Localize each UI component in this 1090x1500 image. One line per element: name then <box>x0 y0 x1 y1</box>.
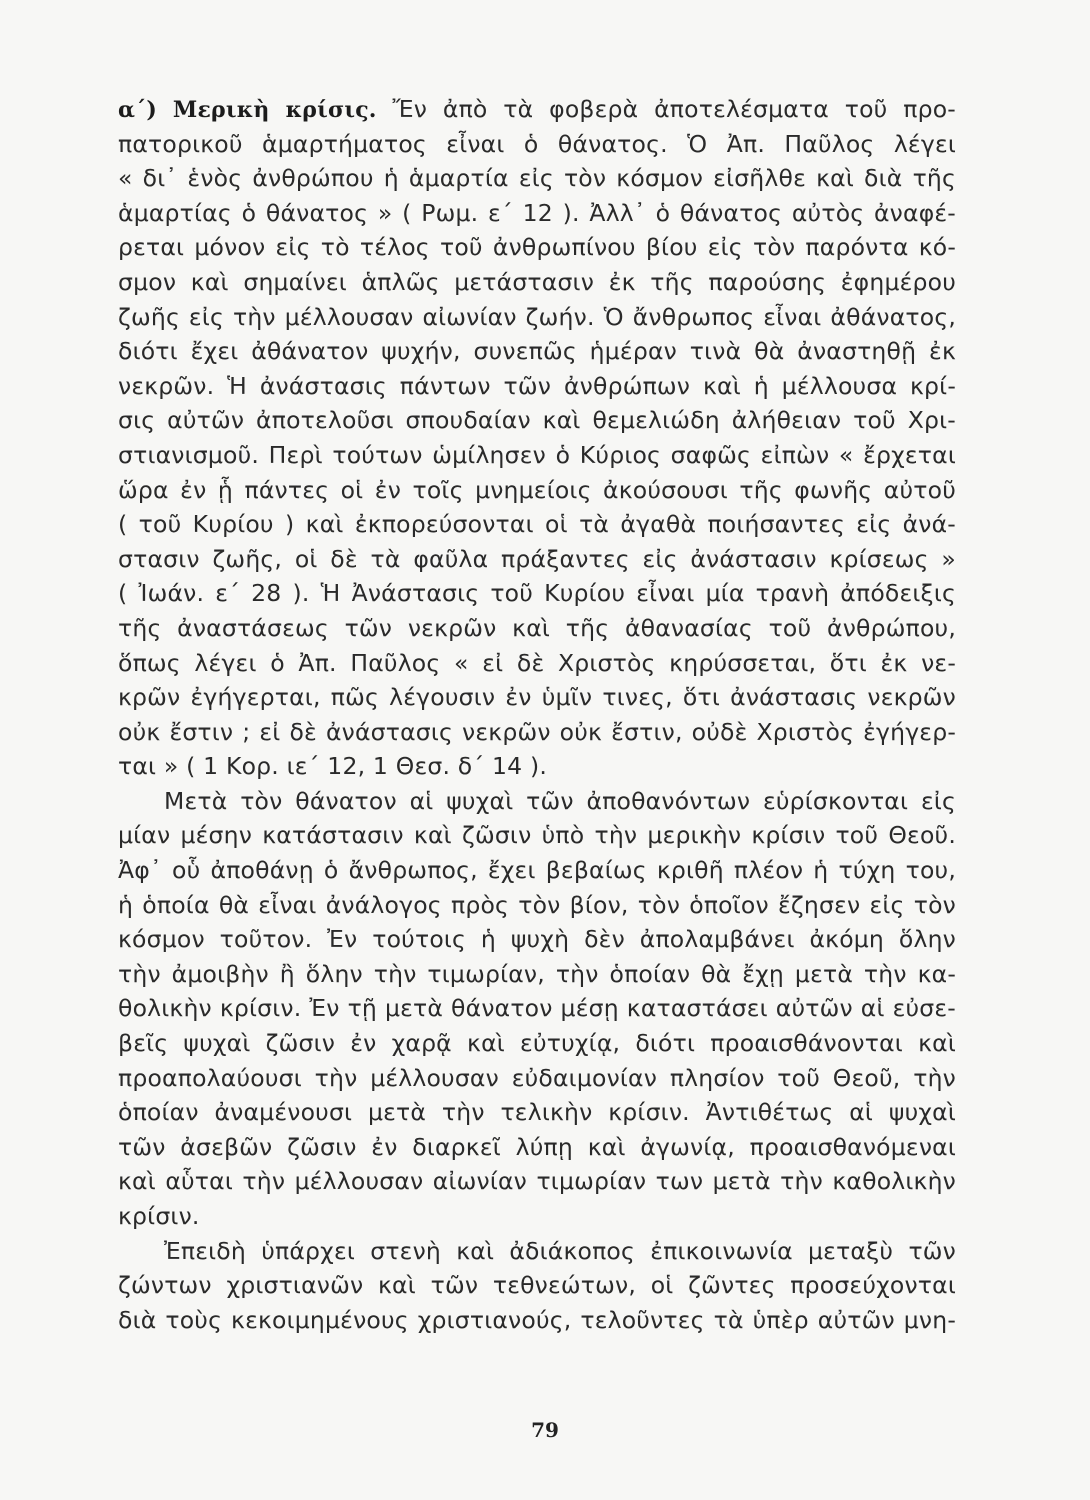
text-line: ( τοῦ Κυρίου ) καὶ ἐκπορεύσονται οἱ τὰ ἀγαθὰ ποιήσαντες εἰς ἀνά- <box>118 510 956 539</box>
page-number: 79 <box>531 1418 559 1442</box>
text-line: σμον καὶ σημαίνει ἁπλῶς μετάστασιν ἐκ τῆς παρούσης ἐφημέρου <box>118 267 956 296</box>
text-line: οὐκ ἔστιν ; εἰ δὲ ἀνάστασις νεκρῶν οὐκ ἔστιν, οὐδὲ Χριστὸς ἐγήγερ- <box>118 717 956 746</box>
text-line: τῶν ἀσεβῶν ζῶσιν ἐν διαρκεῖ λύπῃ καὶ ἀγωνίᾳ, προαισθανόμεναι <box>118 1132 956 1161</box>
text-line: βεῖς ψυχαὶ ζῶσιν ἐν χαρᾷ καὶ εὐτυχίᾳ, διότι προαισθάνονται καὶ <box>118 1029 956 1058</box>
text-line: ζωῆς εἰς τὴν μέλλουσαν αἰωνίαν ζωήν. Ὁ ἄνθρωπος εἶναι ἀθάνατος, <box>118 302 956 331</box>
text-line: Μετὰ τὸν θάνατον αἱ ψυχαὶ τῶν ἀποθανόντων εὑρίσκονται εἰς <box>164 786 956 815</box>
text-line: κόσμον τοῦτον. Ἐν τούτοις ἡ ψυχὴ δὲν ἀπολαμβάνει ἀκόμη ὅλην <box>118 925 956 954</box>
text-line: ζώντων χριστιανῶν καὶ τῶν τεθνεώτων, οἱ ζῶντες προσεύχονται <box>118 1271 956 1300</box>
text-line: τὴν ἀμοιβὴν ἢ ὅλην τὴν τιμωρίαν, τὴν ὁποίαν θὰ ἔχῃ μετὰ τὴν κα- <box>118 959 956 988</box>
text-line: « δι᾽ ἑνὸς ἀνθρώπου ἡ ἁμαρτία εἰς τὸν κόσμον εἰσῆλθε καὶ διὰ τῆς <box>118 164 956 193</box>
text-line: Ἐπειδὴ ὑπάρχει στενὴ καὶ ἀδιάκοπος ἐπικοινωνία μεταξὺ τῶν <box>164 1236 956 1265</box>
text-line: στιανισμοῦ. Περὶ τούτων ὡμίλησεν ὁ Κύριος σαφῶς εἰπὼν « ἔρχεται <box>118 440 956 469</box>
text-line: θολικὴν κρίσιν. Ἐν τῇ μετὰ θάνατον μέσῃ καταστάσει αὐτῶν αἱ εὐσε- <box>118 994 956 1023</box>
text-line: σις αὐτῶν ἀποτελοῦσι σπουδαίαν καὶ θεμελιώδη ἀλήθειαν τοῦ Χρι- <box>118 406 956 435</box>
text-line: ( Ἰωάν. ε΄ 28 ). Ἡ Ἀνάστασις τοῦ Κυρίου εἶναι μία τρανὴ ἀπόδειξις <box>118 579 956 608</box>
body-text <box>118 92 956 1337</box>
text-line: στασιν ζωῆς, οἱ δὲ τὰ φαῦλα πράξαντες εἰς ἀνάστασιν κρίσεως » <box>118 544 956 573</box>
text-line: πατορικοῦ ἁμαρτήματος εἶναι ὁ θάνατος. Ὁ Ἀπ. Παῦλος λέγει <box>118 129 956 158</box>
heading-line-text: Ἔν ἀπὸ τὰ φοβερὰ ἀποτελέσματα τοῦ προ- <box>376 95 956 123</box>
text-line: κρίσιν. <box>118 1202 200 1230</box>
text-line: τῆς ἀναστάσεως τῶν νεκρῶν καὶ τῆς ἀθανασίας τοῦ ἀνθρώπου, <box>118 613 956 642</box>
text-line: διὰ τοὺς κεκοιμημένους χριστιανούς, τελοῦντες τὰ ὑπὲρ αὐτῶν μνη- <box>118 1305 956 1334</box>
text-line: ἁμαρτίας ὁ θάνατος » ( Ρωμ. ε΄ 12 ). Ἀλλ᾽ ὁ θάνατος αὐτὸς ἀναφέ- <box>118 198 956 227</box>
section-heading: α΄) Μερικὴ κρίσις. <box>118 97 377 123</box>
text-line: Ἀφ᾽ οὗ ἀποθάνῃ ὁ ἄνθρωπος, ἔχει βεβαίως κριθῆ πλέον ἡ τύχη του, <box>118 856 956 885</box>
text-line: προαπολαύουσι τὴν μέλλουσαν εὐδαιμονίαν πλησίον τοῦ Θεοῦ, τὴν <box>118 1063 956 1092</box>
text-line: ὅπως λέγει ὁ Ἀπ. Παῦλος « εἰ δὲ Χριστὸς κηρύσσεται, ὅτι ἐκ νε- <box>118 648 956 677</box>
text-line: ἡ ὁποία θὰ εἶναι ἀνάλογος πρὸς τὸν βίον, τὸν ὁποῖον ἔζησεν εἰς τὸν <box>118 890 956 919</box>
text-line: ὁποίαν ἀναμένουσι μετὰ τὴν τελικὴν κρίσιν. Ἀντιθέτως αἱ ψυχαὶ <box>118 1098 956 1127</box>
text-line: κρῶν ἐγήγερται, πῶς λέγουσιν ἐν ὑμῖν τινες, ὅτι ἀνάστασις νεκρῶν <box>118 683 956 712</box>
text-line: καὶ αὗται τὴν μέλλουσαν αἰωνίαν τιμωρίαν των μετὰ τὴν καθολικὴν <box>118 1167 956 1196</box>
text-line: διότι ἔχει ἀθάνατον ψυχήν, συνεπῶς ἡμέραν τινὰ θὰ ἀναστηθῇ ἐκ <box>118 337 956 366</box>
text-line: ρεται μόνον εἰς τὸ τέλος τοῦ ἀνθρωπίνου βίου εἰς τὸν παρόντα κό- <box>118 233 956 262</box>
text-line: ὥρα ἐν ᾗ πάντες οἱ ἐν τοῖς μνημείοις ἀκούσουσι τῆς φωνῆς αὐτοῦ <box>118 475 956 504</box>
text-line: μίαν μέσην κατάστασιν καὶ ζῶσιν ὑπὸ τὴν μερικὴν κρίσιν τοῦ Θεοῦ. <box>118 821 956 850</box>
text-line: νεκρῶν. Ἡ ἀνάστασις πάντων τῶν ἀνθρώπων καὶ ἡ μέλλουσα κρί- <box>118 371 956 400</box>
text-line: ται » ( 1 Κορ. ιε΄ 12, 1 Θεσ. δ΄ 14 ). <box>118 752 547 781</box>
text-line <box>118 92 956 127</box>
